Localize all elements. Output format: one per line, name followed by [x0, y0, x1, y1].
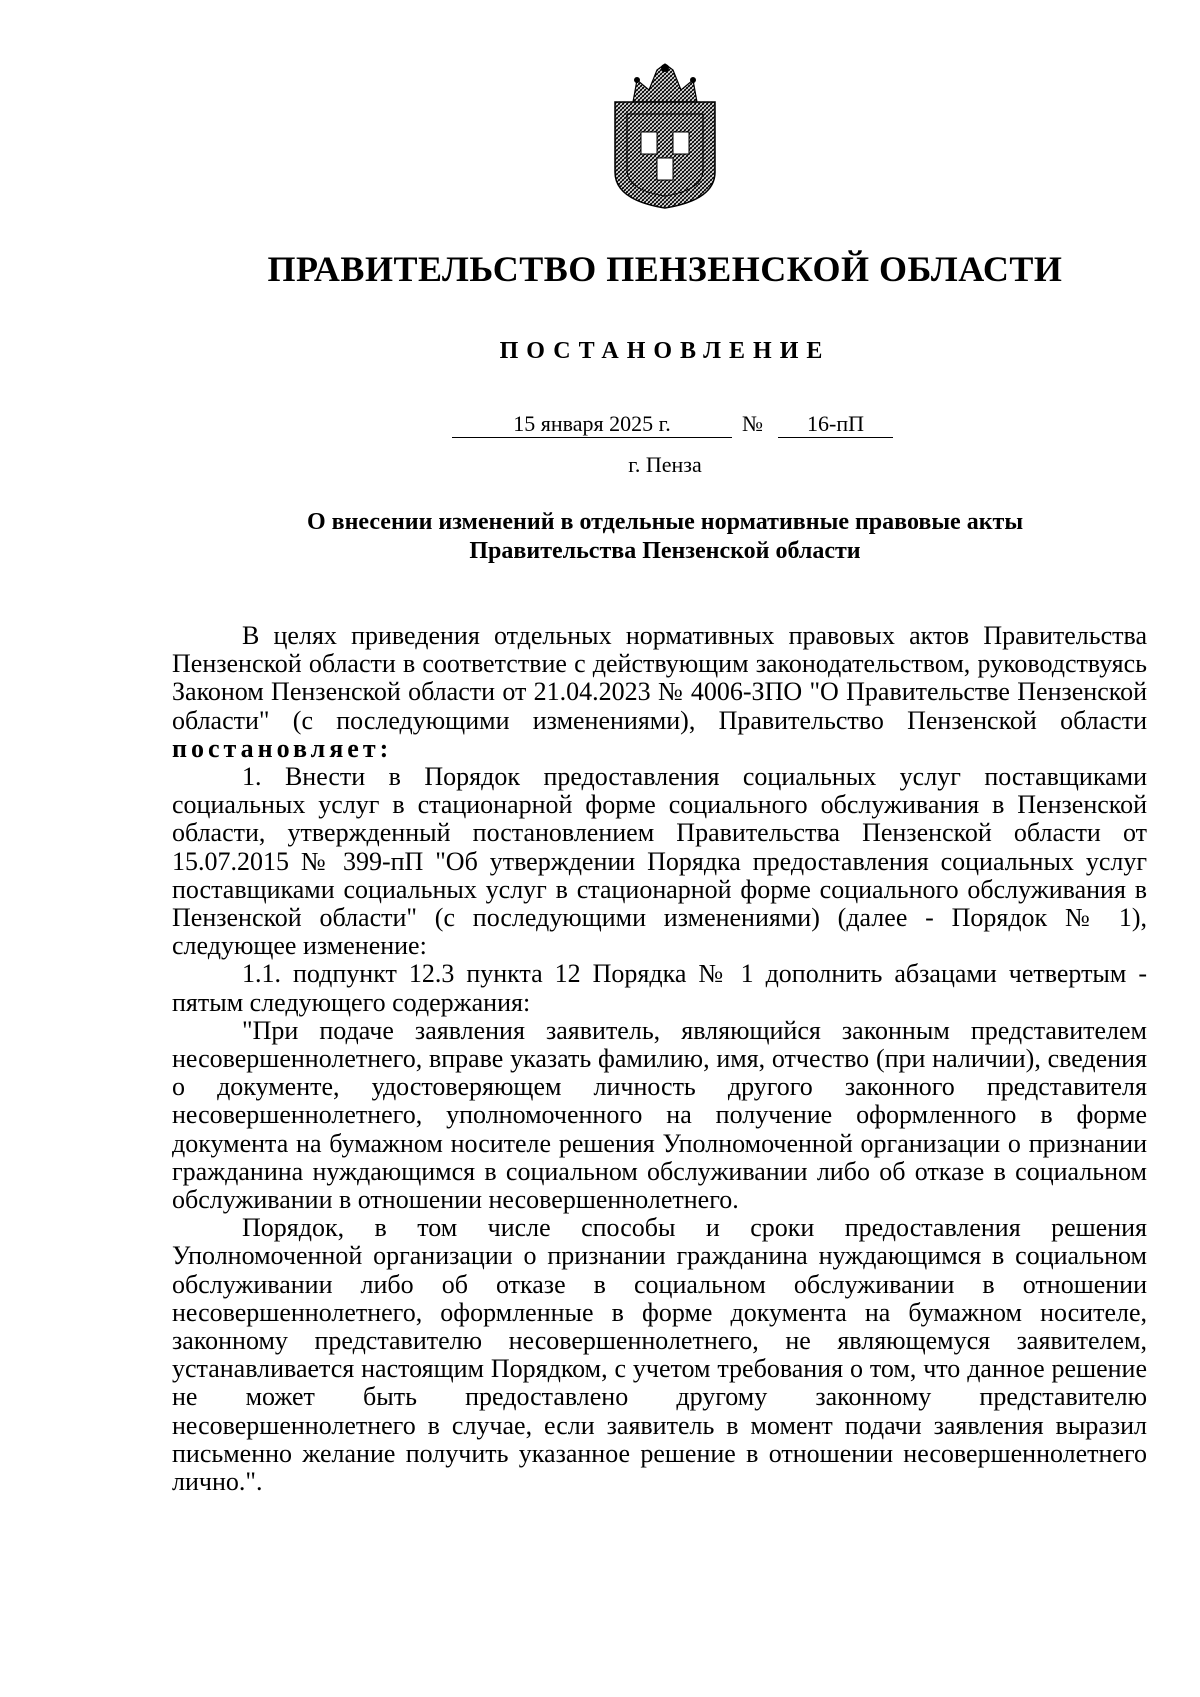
number-sign: № — [742, 411, 763, 436]
resolution-word: постановляет: — [172, 733, 393, 763]
body-paragraph-item-1: 1. Внести в Порядок предоставления социальных услуг поставщиками социальных услуг в стационарной форме социального обслуживания в Пензенской области, утвержденный постановлением Правительства Пензенской области от 15.07.2015 № 399-пП "Об утверждении Порядка предоставления социальных услуг поставщиками социальных услуг в стационарной форме социального обслуживания в Пензенской области" (с последующими изменениями) (далее - Порядок № 1), следующее изменение: — [172, 762, 1147, 961]
document-subject — [200, 508, 1130, 566]
document-number: 16-пП — [778, 411, 893, 438]
organization-title: ПРАВИТЕЛЬСТВО ПЕНЗЕНСКОЙ ОБЛАСТИ — [267, 249, 1063, 289]
document-body — [172, 622, 1147, 1496]
document-city: г. Пенза — [628, 452, 702, 477]
body-paragraph-quote-2: Порядок, в том числе способы и сроки предоставления решения Уполномоченной организации о признании гражданина нуждающимся в социальном обслуживании либо об отказе в социальном обслуживании в отношении несовершеннолетнего, оформленные в форме документа на бумажном носителе, законному представителю несовершеннолетнего, не являющемуся заявителем, устанавливается настоящим Порядком, с учетом требования о том, что данное решение не может быть предоставлено другому законному представителю несовершеннолетнего в случае, если заявитель в момент подачи заявления выразил письменно желание получить указанное решение в отношении несовершеннолетнего лично.". — [172, 1213, 1147, 1497]
body-paragraph-preamble — [172, 622, 1147, 763]
document-date: 15 января 2025 г. — [452, 411, 732, 438]
body-paragraph-item-1-1: 1.1. подпункт 12.3 пункта 12 Порядка № 1 дополнить абзацами четвертым - пятым следующего содержания: — [172, 959, 1147, 1017]
document-type: ПОСТАНОВЛЕНИЕ — [499, 338, 831, 364]
subject-line-2: Правительства Пензенской области — [469, 538, 861, 564]
subject-line-1: О внесении изменений в отдельные нормативные правовые акты — [306, 509, 1024, 535]
preamble-text: В целях приведения отдельных нормативных правовых актов Правительства Пензенской области в соответствие с действующим законодательством, руководствуясь Законом Пензенской области от 21.04.2023 № 4006-ЗПО "О Правительстве Пензенской области" (с последующими изменениями), Правительство Пензенской области — [172, 621, 1147, 735]
coat-of-arms-icon — [605, 62, 725, 210]
body-paragraph-quote-1: "При подаче заявления заявитель, являющийся законным представителем несовершеннолетнего, вправе указать фамилию, имя, отчество (при наличии), сведения о документе, удостоверяющем личность другого законного представителя несовершеннолетнего, уполномоченного на получение оформленного в форме документа на бумажном носителе решения Уполномоченной организации о признании гражданина нуждающимся в социальном обслуживании либо об отказе в социальном обслуживании в отношении несовершеннолетнего. — [172, 1015, 1147, 1215]
